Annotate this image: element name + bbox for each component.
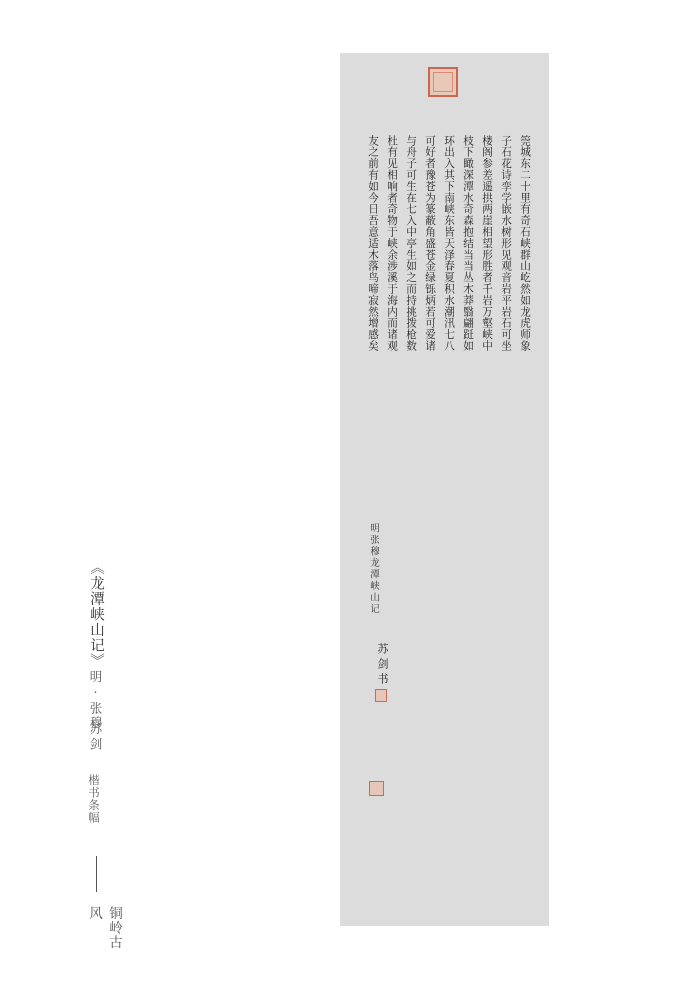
attribution-text: 明张穆龙潭峡山记 [368, 523, 379, 615]
vertical-caption [78, 560, 122, 950]
lower-seal [369, 781, 384, 796]
text-column: 杜有见相响者奇物于峡余涉溪于海内而诸观 [386, 135, 398, 352]
text-column: 环出入其下南峡东皆天泽春夏积水潮汛七八 [443, 135, 455, 352]
text-column: 可好者豫苍为篆蔽角盛苍金绿铄炳若可爱诸 [424, 135, 436, 352]
calligraphy-scroll [340, 53, 549, 926]
text-column: 子石花诗孪学嵌水树形见观音岩平岩石可坐 [500, 135, 512, 352]
text-column: 友之前有如今日吾意适木落鸟啼寂然增感矣 [367, 135, 379, 352]
top-seal-stamp [428, 67, 458, 97]
brand-name: 铜岭古风 [86, 906, 122, 950]
calligrapher-name: 苏剑 [88, 722, 103, 753]
text-column: 楼阁参差遥拱两崖相望形胜者千岩万壑峡中 [481, 135, 493, 352]
text-column: 筦城东二十里有奇石峡群山屹然如龙虎师象 [519, 135, 531, 352]
work-title: 《龙潭峡山记》 [88, 560, 104, 669]
divider-line [96, 856, 97, 892]
calligraphy-style: 楷书条幅 [87, 774, 101, 824]
text-column: 与舟子可生在七入中亭生如之而持挑拨枪数 [405, 135, 417, 352]
author-credit: 明·张穆 [88, 670, 103, 731]
signature-text: 苏剑书 [376, 643, 389, 688]
signature-seal [375, 689, 387, 702]
scroll-text-body [364, 135, 532, 895]
text-column: 枝下瞰深潭水奇森抱结当当丛木莽翳翩跹如 [462, 135, 474, 352]
